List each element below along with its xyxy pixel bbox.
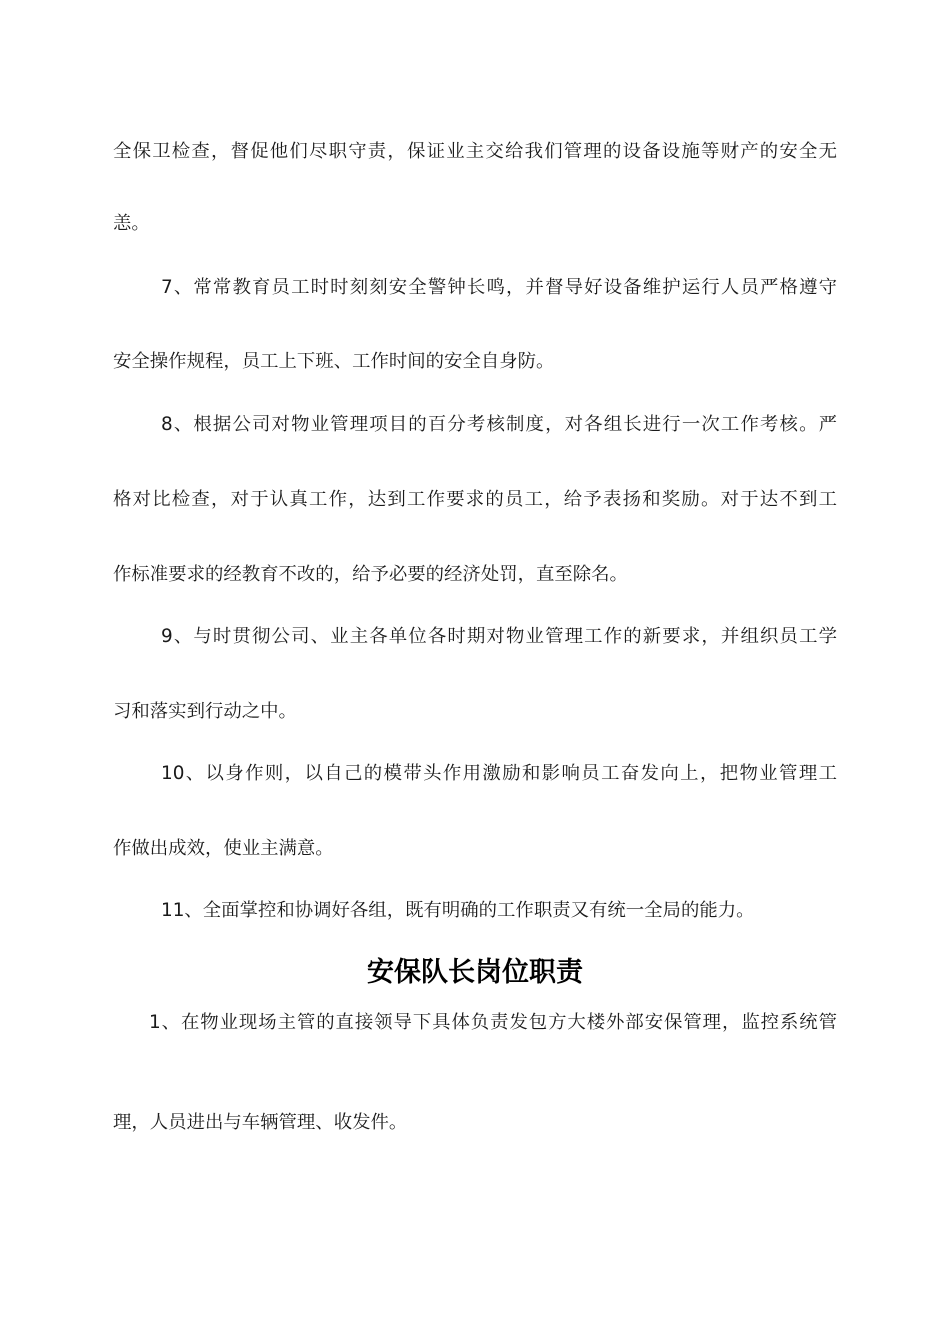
body-line: 9、与时贯彻公司、业主各单位各时期对物业管理工作的新要求，并组织员工学 (161, 626, 837, 647)
body-line: 恙。 (113, 213, 150, 234)
body-line: 全保卫检查，督促他们尽职守责，保证业主交给我们管理的设备设施等财产的安全无 (113, 141, 837, 162)
body-line: 8、根据公司对物业管理项目的百分考核制度，对各组长进行一次工作考核。严 (161, 414, 837, 435)
body-line: 1、在物业现场主管的直接领导下具体负责发包方大楼外部安保管理，监控系统管 (149, 1012, 837, 1033)
body-line: 10、以身作则，以自己的模带头作用激励和影响员工奋发向上，把物业管理工 (161, 763, 837, 784)
body-line: 7、常常教育员工时时刻刻安全警钟长鸣，并督导好设备维护运行人员严格遵守 (161, 277, 837, 298)
body-line: 作做出成效，使业主满意。 (113, 838, 334, 859)
body-line: 习和落实到行动之中。 (113, 701, 297, 722)
body-line: 理，人员进出与车辆管理、收发件。 (113, 1112, 408, 1133)
body-line: 格对比检查，对于认真工作，达到工作要求的员工，给予表扬和奖励。对于达不到工 (113, 489, 837, 510)
body-line: 11、全面掌控和协调好各组，既有明确的工作职责又有统一全局的能力。 (161, 900, 755, 921)
body-line: 作标准要求的经教育不改的，给予必要的经济处罚，直至除名。 (113, 564, 628, 585)
body-line: 安全操作规程，员工上下班、工作时间的安全自身防。 (113, 351, 555, 372)
section-title: 安保队长岗位职责 (367, 957, 583, 988)
